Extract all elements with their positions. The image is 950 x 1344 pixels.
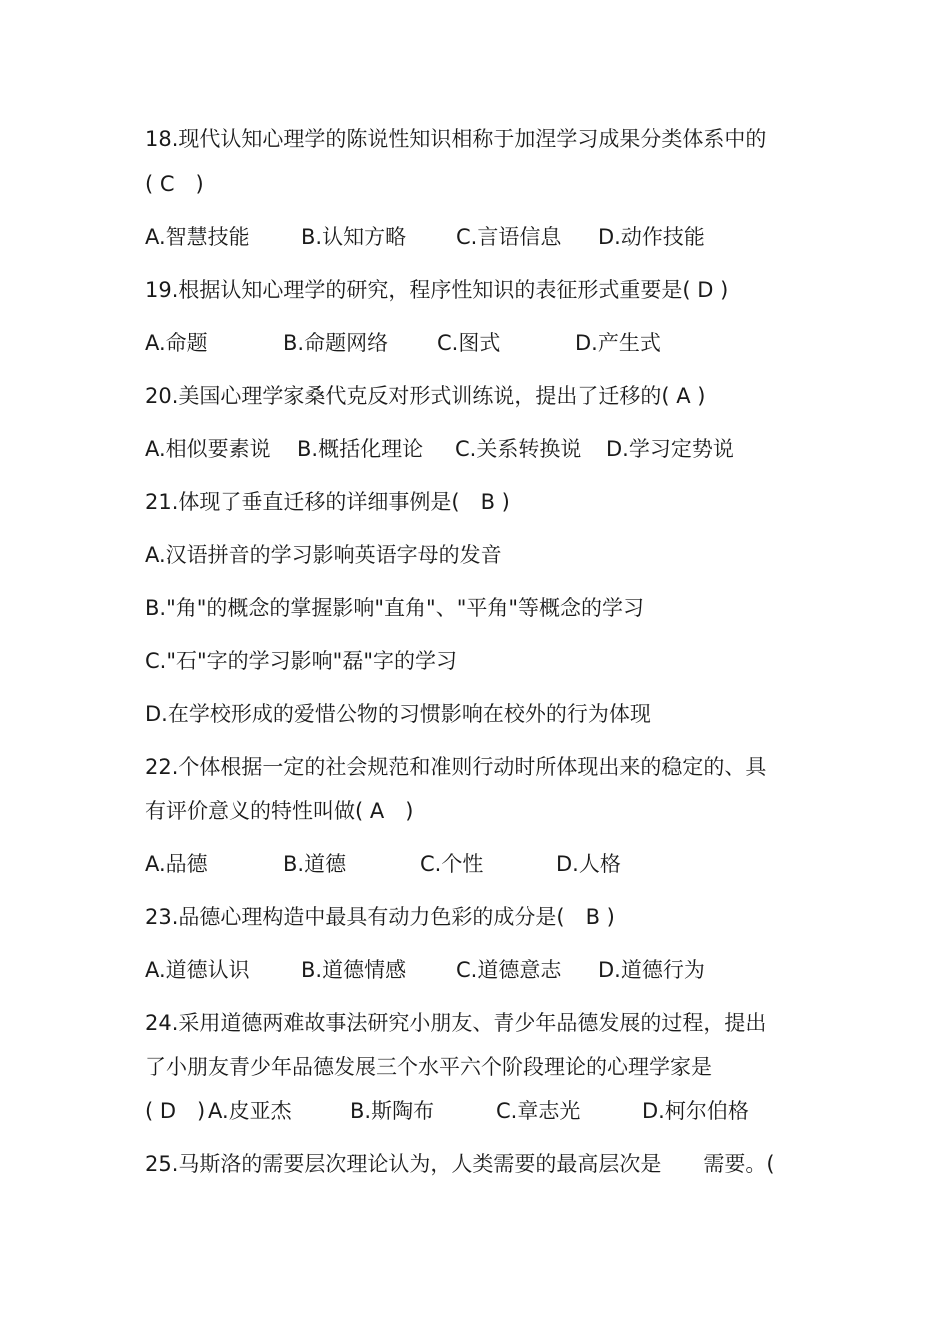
question-20-option-b: B.概括化理论 bbox=[297, 437, 424, 461]
question-23-option-a: A.道德认识 bbox=[145, 958, 250, 982]
question-22-option-b: B.道德 bbox=[283, 852, 347, 876]
question-24-stem-line-2: 了小朋友青少年品德发展三个水平六个阶段理论的心理学家是 bbox=[145, 1055, 712, 1079]
question-18-option-a: A.智慧技能 bbox=[145, 225, 250, 249]
question-24-option-d: D.柯尔伯格 bbox=[642, 1099, 749, 1123]
question-20-stem: 20.美国心理学家桑代克反对形式训练说，提出了迁移的( A ) bbox=[145, 384, 706, 408]
question-23-option-d: D.道德行为 bbox=[598, 958, 705, 982]
question-22-option-c: C.个性 bbox=[420, 852, 484, 876]
question-24-option-a: A.皮亚杰 bbox=[208, 1099, 292, 1123]
question-19-stem: 19.根据认知心理学的研究，程序性知识的表征形式重要是( D ) bbox=[145, 278, 729, 302]
question-20-option-d: D.学习定势说 bbox=[606, 437, 734, 461]
question-19-option-a: A.命题 bbox=[145, 331, 208, 355]
question-21-option-a: A.汉语拼音的学习影响英语字母的发音 bbox=[145, 543, 502, 567]
question-19-option-c: C.图式 bbox=[437, 331, 501, 355]
question-18-option-d: D.动作技能 bbox=[598, 225, 705, 249]
question-23-option-b: B.道德情感 bbox=[301, 958, 407, 982]
question-18-option-b: B.认知方略 bbox=[301, 225, 407, 249]
question-19-option-b: B.命题网络 bbox=[283, 331, 389, 355]
question-22-option-d: D.人格 bbox=[556, 852, 621, 876]
question-20-option-c: C.关系转换说 bbox=[455, 437, 582, 461]
question-18-stem-line-2: ( C ) bbox=[145, 172, 204, 196]
question-24-answer: ( D ) bbox=[145, 1099, 206, 1123]
question-23-stem: 23.品德心理构造中最具有动力色彩的成分是( B ) bbox=[145, 905, 615, 929]
question-22-stem-line-1: 22.个体根据一定的社会规范和准则行动时所体现出来的稳定的、具 bbox=[145, 755, 767, 779]
question-22-option-a: A.品德 bbox=[145, 852, 208, 876]
question-25-stem: 25.马斯洛的需要层次理论认为，人类需要的最高层次是 需要。( bbox=[145, 1152, 775, 1176]
question-18-option-c: C.言语信息 bbox=[456, 225, 562, 249]
question-22-stem-line-2: 有评价意义的特性叫做( A ) bbox=[145, 799, 414, 823]
question-24-option-b: B.斯陶布 bbox=[350, 1099, 435, 1123]
question-23-option-c: C.道德意志 bbox=[456, 958, 562, 982]
question-20-option-a: A.相似要素说 bbox=[145, 437, 271, 461]
question-24-option-c: C.章志光 bbox=[496, 1099, 581, 1123]
question-19-option-d: D.产生式 bbox=[575, 331, 661, 355]
question-21-option-c: C."石"字的学习影响"磊"字的学习 bbox=[145, 649, 457, 673]
question-21-option-d: D.在学校形成的爱惜公物的习惯影响在校外的行为体现 bbox=[145, 702, 651, 726]
question-18-stem-line-1: 18.现代认知心理学的陈说性知识相称于加涅学习成果分类体系中的 bbox=[145, 127, 767, 151]
question-24-stem-line-1: 24.采用道德两难故事法研究小朋友、青少年品德发展的过程，提出 bbox=[145, 1011, 767, 1035]
question-21-option-b: B."角"的概念的掌握影响"直角"、"平角"等概念的学习 bbox=[145, 596, 645, 620]
question-21-stem: 21.体现了垂直迁移的详细事例是( B ) bbox=[145, 490, 510, 514]
